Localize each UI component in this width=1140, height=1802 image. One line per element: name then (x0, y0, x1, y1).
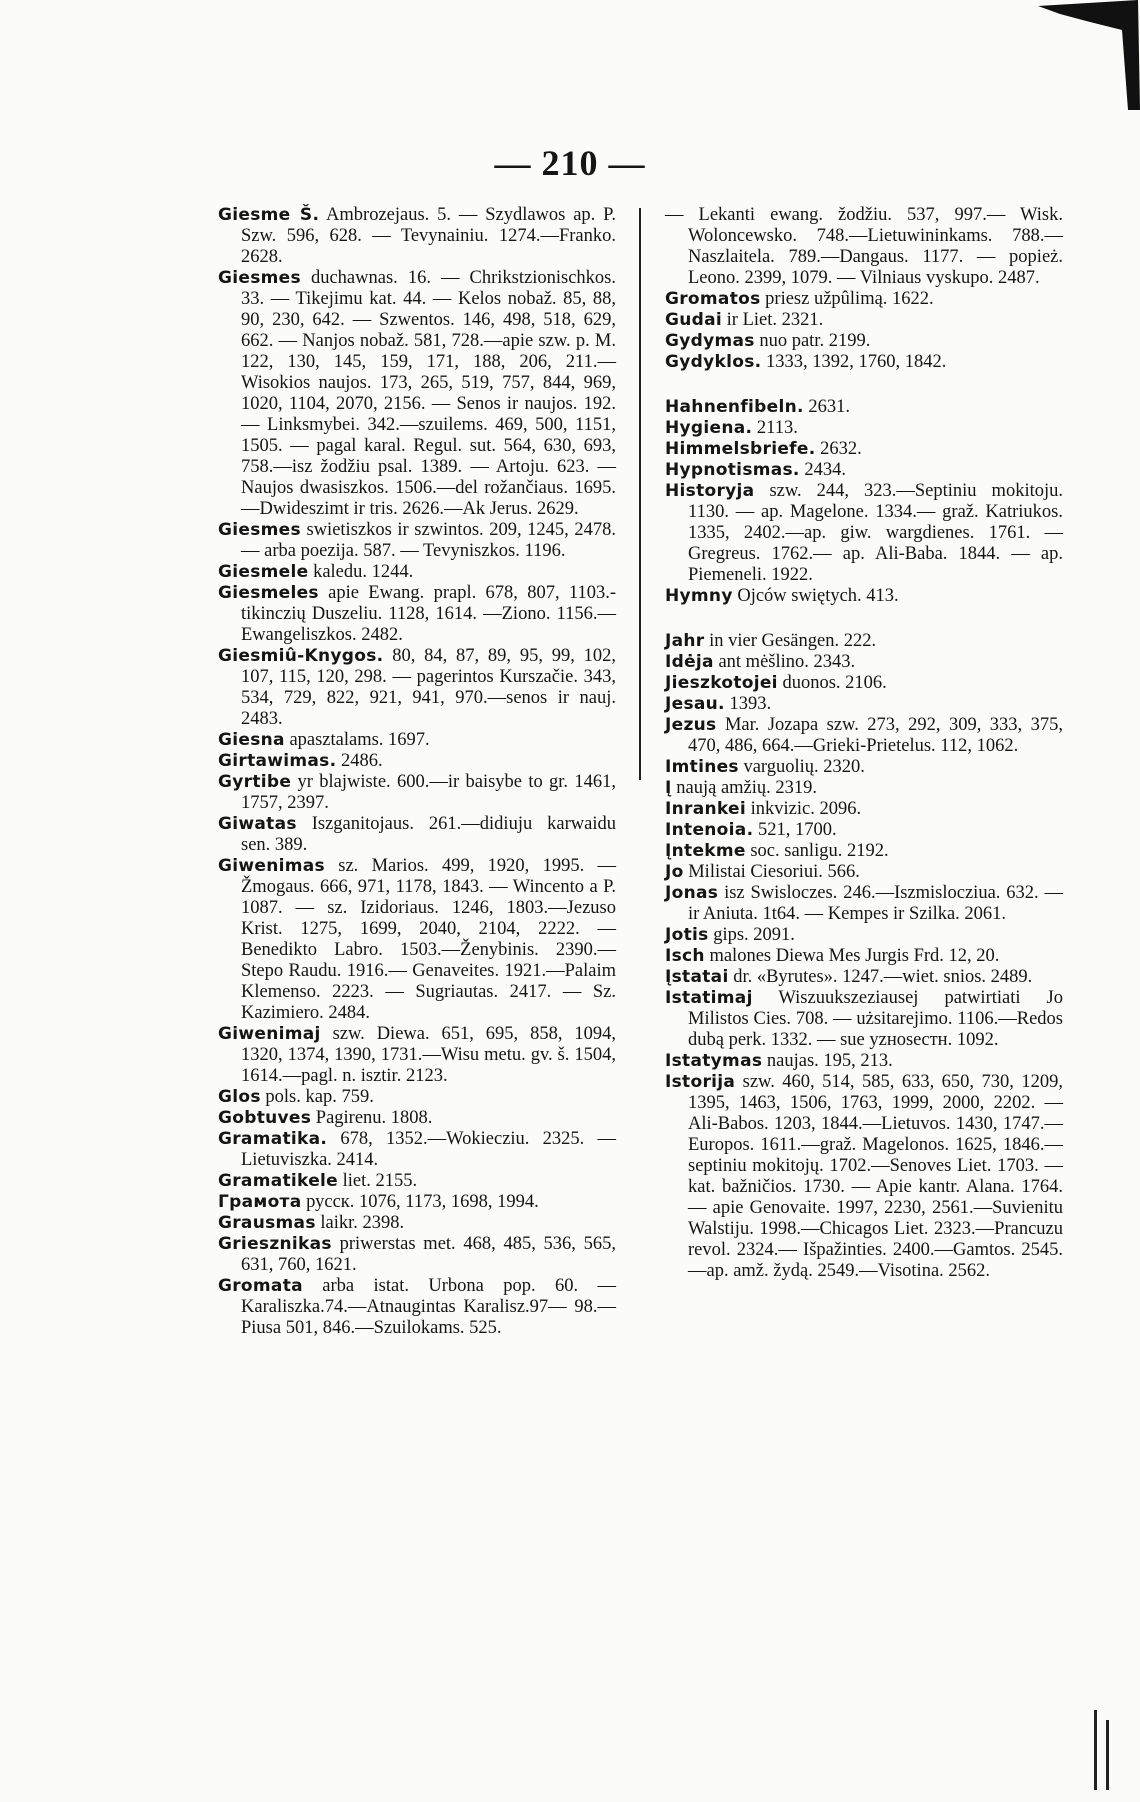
entry-references: ir Liet. 2321. (726, 310, 824, 330)
entry-headword: Grausmas (218, 1213, 316, 1233)
index-entry (665, 715, 1063, 757)
index-entry (218, 583, 616, 646)
entry-references: 521, 1700. (757, 820, 837, 840)
entry-references: 80, 84, 87, 89, 95, 99, 102, 107, 115, 120, 298. — pagerintos Kurszačie. 343, 534, 729, 822, 921, 941, 970.—senos ir nauj. 2483. (241, 646, 617, 729)
index-entry (665, 673, 1063, 694)
entry-references: szw. Diewa. 651, 695, 858, 1094, 1320, 1374, 1390, 1731.—Wisu metu. gv. š. 1504, 1614.—pagl. n. isztir. 2123. (241, 1024, 617, 1086)
entry-references: soc. sanligu. 2192. (750, 841, 889, 861)
entry-references: gips. 2091. (713, 925, 795, 945)
index-entry (665, 397, 1063, 418)
index-entry (665, 418, 1063, 439)
index-entry (218, 856, 616, 1024)
entry-references: 1393. (729, 694, 772, 714)
entry-headword: Įstatai (665, 967, 729, 987)
index-entry (665, 439, 1063, 460)
index-entry (665, 289, 1063, 310)
entry-references: 678, 1352.—Wokiecziu. 2325. —Lietuviszka. 2414. (241, 1129, 616, 1170)
entry-headword: Gudai (665, 310, 723, 330)
entry-headword: Jahr (665, 631, 705, 651)
entry-references: isz Swisloczes. 246.—Iszmislocziua. 632. — ir Aniuta. 1t64. — Kempes ir Szilka. 2061. (688, 883, 1064, 924)
index-entry (218, 1087, 616, 1108)
entry-headword: Gromata (218, 1276, 303, 1296)
entry-headword: Giwenimas (218, 856, 325, 876)
entry-headword: Hymny (665, 586, 733, 606)
entry-headword: Girtawimas. (218, 751, 337, 771)
index-entry (218, 1213, 616, 1234)
entry-headword: Isch (665, 946, 705, 966)
entry-headword: Gydyklos. (665, 352, 762, 372)
index-entry (665, 631, 1063, 652)
entry-headword: Giesmiû-Knygos. (218, 646, 384, 666)
entry-headword: Idėja (665, 652, 714, 672)
entry-headword: Giesmes (218, 268, 301, 288)
entry-headword: Imtines (665, 757, 739, 777)
entry-headword: Giwatas (218, 814, 297, 834)
entry-headword: Giesme Š. (218, 205, 320, 225)
index-entry (665, 757, 1063, 778)
index-entry (665, 925, 1063, 946)
index-entry (665, 331, 1063, 352)
entry-headword: Jesau. (665, 694, 725, 714)
entry-references: arba istat. Urbona pop. 60. — Karaliszka.74.—Atnaugintas Karalisz.97— 98.—Piusa 501, 846.—Szuilokams. 525. (241, 1276, 616, 1338)
entry-references: naują amžių. 2319. (676, 778, 818, 798)
index-entry (665, 799, 1063, 820)
entry-references: pols. kap. 759. (265, 1087, 374, 1107)
index-entry (665, 778, 1063, 799)
entry-headword: Jo (665, 862, 684, 882)
index-entry (665, 460, 1063, 481)
entry-references: Mar. Jozapa szw. 273, 292, 309, 333, 375, 470, 486, 664.—Grieki-Prietelus. 112, 1062. (688, 715, 1064, 756)
entry-headword: Inrankei (665, 799, 746, 819)
index-entry (218, 772, 616, 814)
entry-references: apie Ewang. prapl. 678, 807, 1103.-tikinczių Duszeliu. 1128, 1614. —Ziono. 1156.—Ewangeliszkos. 2482. (241, 583, 617, 645)
index-entry (218, 1024, 616, 1087)
index-entry (218, 730, 616, 751)
entry-references: sz. Marios. 499, 1920, 1995. — Žmogaus. 666, 971, 1178, 1843. — Wincento a P. 1087. — sz. Izidoriaus. 1246, 1803.—Jezuso Krist. 1275, 1699, 2040, 2104, 2222. — Benedikto Labro. 1503.—Ženybinis. 2390.—Stepo Raudu. 1916.— Genaveites. 1921.—Palaim Klemenso. 2223. — Sugriautas. 2417. — Sz. Kazimiero. 2484. (241, 856, 616, 1023)
index-entry (218, 205, 616, 268)
entry-references: Ojców swiętych. 413. (737, 586, 899, 606)
index-entry (665, 1051, 1063, 1072)
entry-references: priesz užpûlimą. 1622. (765, 289, 934, 309)
entry-references: szw. 460, 514, 585, 633, 650, 730, 1209, 1395, 1463, 1506, 1763, 1999, 2000, 2202. — Ali-Babos. 1203, 1844.—Lietuvos. 1430, 1747.—Europos. 1611.—graž. Magelonos. 1625, 1846.— septiniu mokitojų. 1702.—Senoves Liet. 1703. — kat. bažničios. 1730. — Apie kantr. Alana. 1764. — apie Genovaite. 1997, 2230, 2561.—Suvienitu Walstiju. 1998.—Chicagos Liet. 2323.—Prancuzu revol. 2324.— Išpažinties. 2400.—Gamtos. 2545.—ap. amž. žydą. 2549.—Visotina. 2562. (688, 1072, 1063, 1281)
entry-headword: Himmelsbriefe. (665, 439, 816, 459)
entry-headword: Istatymas (665, 1051, 763, 1071)
entry-headword: Gyrtibe (218, 772, 292, 792)
index-entry (665, 1072, 1063, 1282)
entry-headword: Historyja (665, 481, 755, 501)
entry-references: — Lekanti ewang. žodžiu. 537, 997.— Wisk. Woloncewsko. 748.—Lietuwininkams. 788.—Naszlaitela. 789.—Dangaus. 1177. — popież. Leono. 2399, 1079. — Vilniaus vyskupo. 2487. (665, 205, 1063, 288)
entry-references: 2434. (804, 460, 846, 480)
index-entry (665, 841, 1063, 862)
entry-headword: Giesmele (218, 562, 309, 582)
entry-headword: Istatimaj (665, 988, 753, 1008)
entry-headword: Intenoia. (665, 820, 754, 840)
index-entry (218, 814, 616, 856)
scan-artifact-corner (1030, 0, 1140, 110)
entry-references: 2113. (756, 418, 798, 438)
index-entry (665, 694, 1063, 715)
scan-artifact-edge (1082, 1710, 1122, 1790)
entry-headword: Istorija (665, 1072, 736, 1092)
index-entry (218, 268, 616, 520)
index-entry (665, 946, 1063, 967)
entry-references: in vier Gesängen. 222. (709, 631, 877, 651)
index-entry (218, 1192, 616, 1213)
index-entry (218, 1108, 616, 1129)
entry-headword: Giwenimaj (218, 1024, 321, 1044)
column-divider (639, 208, 641, 780)
section-gap (665, 607, 1063, 631)
entry-references: 2631. (808, 397, 850, 417)
entry-references: swietiszkos ir szwintos. 209, 1245, 2478. — arba poezija. 587. — Tevyniszkos. 1196. (241, 520, 617, 561)
index-entry (665, 883, 1063, 925)
entry-headword: Hahnenfibeln. (665, 397, 804, 417)
index-entry (665, 481, 1063, 586)
index-entry (218, 1276, 616, 1339)
entry-headword: Gobtuves (218, 1108, 312, 1128)
entry-references: 2486. (340, 751, 383, 771)
entry-references: русск. 1076, 1173, 1698, 1994. (306, 1192, 539, 1212)
entry-headword: Грамота (218, 1192, 302, 1212)
entry-references: Milistai Ciesoriui. 566. (688, 862, 860, 882)
index-entry (665, 586, 1063, 607)
index-entry (665, 352, 1063, 373)
entry-references: inkvizic. 2096. (750, 799, 862, 819)
entry-headword: Gydymas (665, 331, 755, 351)
page-number: — 210 — (494, 143, 646, 183)
entry-references: ant mėšlino. 2343. (718, 652, 856, 672)
entry-headword: Hygiena. (665, 418, 753, 438)
entry-headword: Jotis (665, 925, 709, 945)
entry-headword: Giesna (218, 730, 285, 750)
index-entry (218, 1234, 616, 1276)
entry-references: Iszganitojaus. 261.—didiuju karwaidu sen. 389. (241, 814, 616, 855)
entry-references: liet. 2155. (342, 1171, 418, 1191)
index-entry (665, 820, 1063, 841)
section-gap (665, 373, 1063, 397)
entry-headword: Jezus (665, 715, 717, 735)
entry-references: laikr. 2398. (320, 1213, 405, 1233)
entry-headword: Gramatika. (218, 1129, 328, 1149)
entry-headword: Į (665, 778, 672, 798)
entry-references: 1333, 1392, 1760, 1842. (766, 352, 947, 372)
entry-headword: Hypnotismas. (665, 460, 800, 480)
entry-headword: Jieszkotojei (665, 673, 778, 693)
index-entry (218, 646, 616, 730)
entry-headword: Gromatos (665, 289, 761, 309)
index-entry (665, 988, 1063, 1051)
entry-references: 2632. (820, 439, 862, 459)
index-column-left (218, 205, 616, 1339)
entry-references: Wiszuukszeziausej patwirtiati Jo Milistos Cies. 708. — użsitarejimo. 1106.—Redos dubą perk. 1332. — sue yzнoseстн. 1092. (688, 988, 1063, 1050)
entry-references: duonos. 2106. (782, 673, 887, 693)
entry-headword: Jonas (665, 883, 719, 903)
entry-references: yr blajwiste. 600.—ir baisybe to gr. 1461, 1757, 2397. (241, 772, 616, 813)
entry-references: Ambrozejaus. 5. — Szydlawos ap. P. Szw. 596, 628. — Tevynainiu. 1274.—Franko. 2628. (241, 205, 616, 267)
index-entry (218, 520, 616, 562)
entry-references: nuo patr. 2199. (759, 331, 871, 351)
entry-references: kaledu. 1244. (313, 562, 414, 582)
entry-references: dr. «Byrutes». 1247.—wiet. snios. 2489. (733, 967, 1033, 987)
entry-headword: Įntekme (665, 841, 746, 861)
entry-headword: Giesmeles (218, 583, 319, 603)
entry-headword: Giesmes (218, 520, 301, 540)
index-entry (665, 310, 1063, 331)
index-entry (665, 862, 1063, 883)
entry-references: duchawnas. 16. — Chrikstzionischkos. 33. — Tikejimu kat. 44. — Kelos nobaž. 85, 88, 90, 230, 642. — Szwentos. 146, 498, 518, 629, 662. — Nanjos nobaž. 581, 728.—apie szw. p. M. 122, 130, 145, 159, 171, 188, 206, 211.—Wisokios naujos. 173, 265, 519, 757, 844, 969, 1020, 1104, 2070, 2156. — Senos ir naujos. 192.— Linksmybei. 342.—szuilems. 469, 500, 1151, 1505. — pagal karal. Regul. sut. 564, 630, 693, 758.—isz žodžiu psal. 1389. — Artoju. 623. — Naujos dwasiszkos. 1506.—del rožančiaus. 1695.—Dwideszimt ir tris. 2626.—Ak Jerus. 2629. (241, 268, 616, 519)
entry-headword: Griesznikas (218, 1234, 332, 1254)
entry-references: priwerstas met. 468, 485, 536, 565, 631, 760, 1621. (241, 1234, 617, 1275)
entry-references: Pagirenu. 1808. (315, 1108, 433, 1128)
index-entry (218, 1171, 616, 1192)
index-entry (665, 205, 1063, 289)
index-entry (665, 652, 1063, 673)
index-column-right (665, 205, 1063, 1282)
entry-references: naujas. 195, 213. (766, 1051, 893, 1071)
index-entry (665, 967, 1063, 988)
entry-headword: Glos (218, 1087, 261, 1107)
entry-references: varguolių. 2320. (743, 757, 865, 777)
entry-references: szw. 244, 323.—Septiniu mokitoju. 1130. — ap. Magelone. 1334.— graž. Katriukos. 1335, 2402.—ap. giw. wargdienes. 1761. — Gregreus. 1762.— ap. Ali-Baba. 1844. — ap. Piemeneli. 1922. (688, 481, 1063, 585)
entry-references: malones Diewa Mes Jurgis Frd. 12, 20. (709, 946, 1000, 966)
entry-headword: Gramatikele (218, 1171, 338, 1191)
index-entry (218, 562, 616, 583)
entry-references: apasztalams. 1697. (289, 730, 430, 750)
index-entry (218, 1129, 616, 1171)
index-entry (218, 751, 616, 772)
